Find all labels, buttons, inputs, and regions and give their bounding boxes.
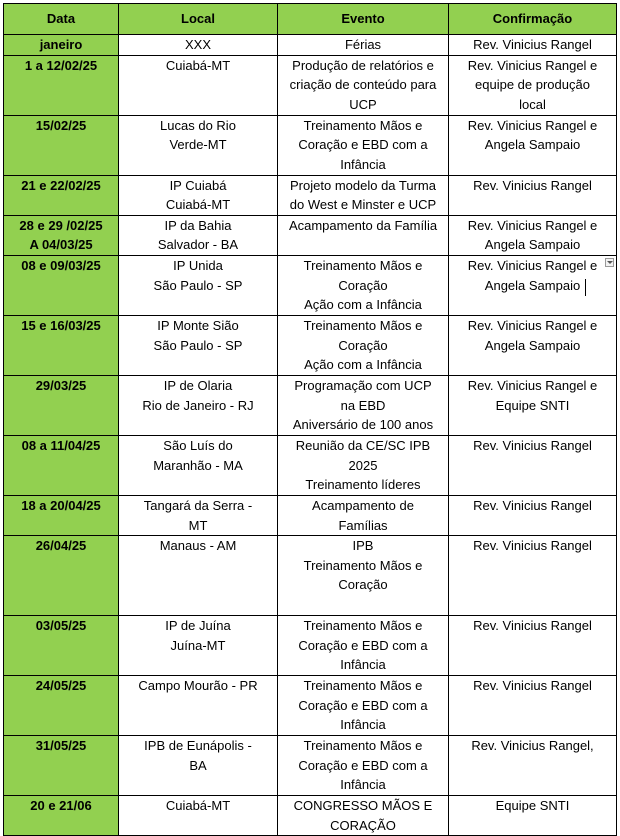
table-row: [4, 435, 617, 495]
table-row: [4, 495, 617, 535]
cell-evento[interactable]: Reunião da CE/SC IPB 2025 Treinamento líderes: [278, 435, 449, 495]
cell-data[interactable]: 08 a 11/04/25: [4, 435, 119, 495]
cell-local[interactable]: Tangará da Serra - MT: [119, 495, 278, 535]
table-row: [4, 676, 617, 736]
cell-evento[interactable]: Treinamento Mãos e Coração Ação com a Infância: [278, 315, 449, 375]
table-row: [4, 115, 617, 175]
cell-data[interactable]: 15/02/25: [4, 115, 119, 175]
cell-local[interactable]: Cuiabá-MT: [119, 796, 278, 836]
cell-evento[interactable]: Treinamento Mãos e Coração e EBD com a Infância: [278, 616, 449, 676]
cell-evento[interactable]: Acampamento da Família: [278, 215, 449, 255]
table-row: [4, 175, 617, 215]
cell-data[interactable]: 26/04/25: [4, 536, 119, 616]
cell-local[interactable]: IP Cuiabá Cuiabá-MT: [119, 175, 278, 215]
cell-evento[interactable]: IPB Treinamento Mãos e Coração: [278, 536, 449, 616]
cell-data[interactable]: 18 a 20/04/25: [4, 495, 119, 535]
table-row: [4, 55, 617, 115]
cell-data[interactable]: 20 e 21/06: [4, 796, 119, 836]
cell-confirmacao[interactable]: Rev. Vinicius Rangel e Angela Sampaio: [449, 115, 617, 175]
table-row: [4, 796, 617, 836]
cell-local[interactable]: Cuiabá-MT: [119, 55, 278, 115]
table-row: [4, 315, 617, 375]
cell-data[interactable]: janeiro: [4, 35, 119, 56]
header-evento[interactable]: Evento: [278, 4, 449, 35]
header-row: [4, 4, 617, 35]
cell-confirmacao[interactable]: Rev. Vinicius Rangel: [449, 676, 617, 736]
cell-evento[interactable]: Programação com UCP na EBD Aniversário de 100 anos: [278, 375, 449, 435]
cell-confirmacao[interactable]: Rev. Vinicius Rangel,: [449, 736, 617, 796]
text-cursor: [585, 279, 586, 296]
cell-confirmacao[interactable]: Rev. Vinicius Rangel: [449, 435, 617, 495]
cell-confirmacao[interactable]: Rev. Vinicius Rangel: [449, 536, 617, 616]
cell-confirmacao[interactable]: Rev. Vinicius Rangel e Equipe SNTI: [449, 375, 617, 435]
cell-local[interactable]: IP da Bahia Salvador - BA: [119, 215, 278, 255]
cell-data[interactable]: 28 e 29 /02/25 A 04/03/25: [4, 215, 119, 255]
cell-local[interactable]: São Luís do Maranhão - MA: [119, 435, 278, 495]
cell-confirmacao[interactable]: Rev. Vinicius Rangel e Angela Sampaio: [449, 255, 617, 315]
cell-confirmacao[interactable]: Rev. Vinicius Rangel e Angela Sampaio: [449, 315, 617, 375]
header-data[interactable]: Data: [4, 4, 119, 35]
cell-confirmacao[interactable]: Rev. Vinicius Rangel e Angela Sampaio: [449, 215, 617, 255]
cell-confirmacao[interactable]: Rev. Vinicius Rangel e equipe de produção local: [449, 55, 617, 115]
cell-evento[interactable]: Treinamento Mãos e Coração e EBD com a Infância: [278, 736, 449, 796]
header-confirmacao[interactable]: Confirmação: [449, 4, 617, 35]
cell-data[interactable]: 08 e 09/03/25: [4, 255, 119, 315]
cell-evento[interactable]: Treinamento Mãos e Coração e EBD com a Infância: [278, 676, 449, 736]
cell-data[interactable]: 29/03/25: [4, 375, 119, 435]
cell-data[interactable]: 21 e 22/02/25: [4, 175, 119, 215]
cell-local[interactable]: IPB de Eunápolis - BA: [119, 736, 278, 796]
cell-confirmacao[interactable]: Rev. Vinicius Rangel: [449, 35, 617, 56]
table-row: [4, 616, 617, 676]
cell-confirmacao[interactable]: Rev. Vinicius Rangel: [449, 616, 617, 676]
schedule-table: [3, 3, 617, 836]
cell-data[interactable]: 15 e 16/03/25: [4, 315, 119, 375]
cell-data[interactable]: 31/05/25: [4, 736, 119, 796]
cell-local[interactable]: IP de Olaria Rio de Janeiro - RJ: [119, 375, 278, 435]
cell-local[interactable]: IP Unida São Paulo - SP: [119, 255, 278, 315]
cell-local[interactable]: IP Monte Sião São Paulo - SP: [119, 315, 278, 375]
header-local[interactable]: Local: [119, 4, 278, 35]
cell-evento[interactable]: Treinamento Mãos e Coração e EBD com a Infância: [278, 115, 449, 175]
dropdown-arrow-icon[interactable]: [605, 258, 614, 267]
table-row: [4, 736, 617, 796]
cell-confirmacao[interactable]: Rev. Vinicius Rangel: [449, 495, 617, 535]
cell-evento[interactable]: Projeto modelo da Turma do West e Minster e UCP: [278, 175, 449, 215]
table-row: [4, 536, 617, 616]
cell-evento[interactable]: Acampamento de Famílias: [278, 495, 449, 535]
cell-evento[interactable]: Produção de relatórios e criação de conteúdo para UCP: [278, 55, 449, 115]
cell-data[interactable]: 1 a 12/02/25: [4, 55, 119, 115]
table-row: [4, 255, 617, 315]
cell-confirmacao[interactable]: Equipe SNTI: [449, 796, 617, 836]
cell-evento[interactable]: Treinamento Mãos e Coração Ação com a Infância: [278, 255, 449, 315]
table-row: [4, 375, 617, 435]
cell-local[interactable]: Campo Mourão - PR: [119, 676, 278, 736]
cell-evento[interactable]: CONGRESSO MÃOS E CORAÇÃO: [278, 796, 449, 836]
table-row: [4, 215, 617, 255]
cell-data[interactable]: 03/05/25: [4, 616, 119, 676]
cell-local[interactable]: Manaus - AM: [119, 536, 278, 616]
table-row: [4, 35, 617, 56]
cell-confirmacao[interactable]: Rev. Vinicius Rangel: [449, 175, 617, 215]
cell-evento[interactable]: Férias: [278, 35, 449, 56]
cell-local[interactable]: Lucas do Rio Verde-MT: [119, 115, 278, 175]
cell-local[interactable]: XXX: [119, 35, 278, 56]
cell-local[interactable]: IP de Juína Juína-MT: [119, 616, 278, 676]
cell-data[interactable]: 24/05/25: [4, 676, 119, 736]
